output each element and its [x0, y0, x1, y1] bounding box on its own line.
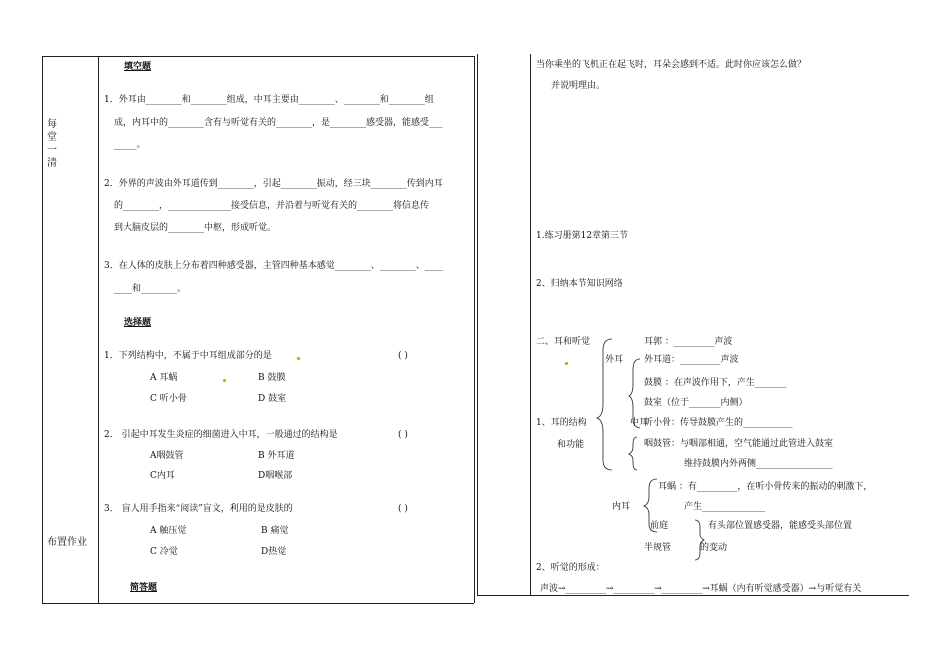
fill-line-8: ____和________。	[114, 284, 187, 294]
q2-option-b: B 外耳道	[258, 451, 295, 461]
q1-paren: ( )	[398, 351, 408, 361]
auricle-item: 耳郭 ：_________声波	[644, 337, 733, 347]
q3-option-a: A 触压觉	[150, 526, 187, 536]
hearing-formation-title: 2、听觉的形成：	[536, 563, 605, 573]
q1-option-c: C 听小骨	[150, 394, 187, 404]
fill-line-4: 2．外界的声波由外耳道传到________，引起________振动，经三块________传到内耳	[104, 179, 443, 189]
fill-line-7: 3．在人体的皮肤上分布着四种感受器，主管四种基本感觉________、________、____	[104, 261, 443, 271]
semicircular-canals-label: 半规管	[644, 543, 672, 553]
ear-structure-label: 1、耳的结构	[536, 418, 587, 428]
q3-option-d: D热觉	[261, 547, 287, 557]
side-label-daily-review: 每堂一清	[47, 119, 57, 169]
q2-option-c: C内耳	[150, 471, 175, 481]
fill-line-6: 到大脑皮层的________中枢，形成听觉。	[114, 223, 277, 233]
fill-line-2: 成，内耳中的________含有与听觉有关的________，是________感受器，能感受___	[114, 118, 443, 128]
q3-option-b: B 痛觉	[261, 526, 289, 536]
side-label-homework: 布置作业	[47, 537, 87, 548]
q1-stem: 1．下列结构中，不属于中耳组成部分的是	[104, 351, 272, 361]
fill-section-title: 填空题	[124, 62, 152, 72]
outer-ear-label: 外耳	[605, 355, 624, 365]
short-answer-title: 简答题	[130, 583, 158, 593]
q2-paren: ( )	[398, 430, 408, 440]
cochlea-item-2: 产生______________	[684, 502, 766, 512]
hearing-formation-flow: 声波→_________→_________→_________→耳蜗（内有听觉感受器）→与听觉有关	[540, 584, 862, 594]
homework-item-1: 1.练习册第12章第三节	[536, 231, 629, 241]
q2-stem: 2． 引起中耳发生炎症的细菌进入中耳，一般通过的结构是	[104, 430, 338, 440]
q3-paren: ( )	[398, 504, 408, 514]
ear-structure-label-2: 和功能	[557, 440, 585, 450]
q2-option-a: A咽鼓管	[150, 451, 184, 461]
q1-option-d: D 鼓室	[258, 394, 287, 404]
middle-ear-label: 中耳	[630, 418, 649, 428]
fill-line-3: _____。	[114, 140, 146, 150]
q2-option-d: D咽喉部	[258, 471, 293, 481]
fill-line-1: 1．外耳由________和________组成，中耳主要由________、________和________组	[104, 95, 434, 105]
inner-ear-label: 内耳	[612, 502, 631, 512]
homework-item-2: 2、归纳本节知识网络	[536, 279, 623, 289]
vestibule-label: 前庭	[650, 521, 669, 531]
tympanic-cavity-item: 鼓室（位于_______内侧）	[644, 398, 748, 408]
ear-canal-item: 外耳道：_________声波	[644, 355, 739, 365]
cochlea-item: 耳蜗 ：有_________，在听小骨传来的振动的刺激下，	[658, 482, 873, 492]
eardrum-item: 鼓膜 ：在声波作用下，产生_______	[644, 378, 787, 388]
q1-option-b: B 鼓膜	[258, 373, 286, 383]
explain-prompt: 并说明理由。	[551, 81, 606, 91]
q1-option-a: A 耳蜗	[150, 373, 178, 383]
q3-option-c: C 冷觉	[150, 547, 178, 557]
section-ear-and-hearing: 二、耳和听觉	[536, 337, 591, 347]
q3-stem: 3． 盲人用手指来“阅读”盲文，利用的是皮肤的	[104, 504, 293, 514]
vestibule-description: 有头部位置感受器，能感受头部位置	[708, 521, 853, 531]
ossicles-item: 听小骨：传导鼓膜产生的___________	[644, 418, 793, 428]
eustachian-tube-item: 咽鼓管：与咽部相通，空气能通过此管进入鼓室	[644, 439, 834, 449]
vestibule-description-2: 的变动	[700, 543, 728, 553]
fill-line-5: 的________，______________接受信息，并沿着与听觉有关的________将信息传	[114, 201, 430, 211]
choice-section-title: 选择题	[124, 318, 152, 328]
eustachian-tube-item-2: 维持鼓膜内外两侧_________________	[684, 459, 833, 469]
short-answer-question: 当你乘坐的飞机正在起飞时，耳朵会感到不适。此时你应该怎么做？	[536, 60, 807, 70]
